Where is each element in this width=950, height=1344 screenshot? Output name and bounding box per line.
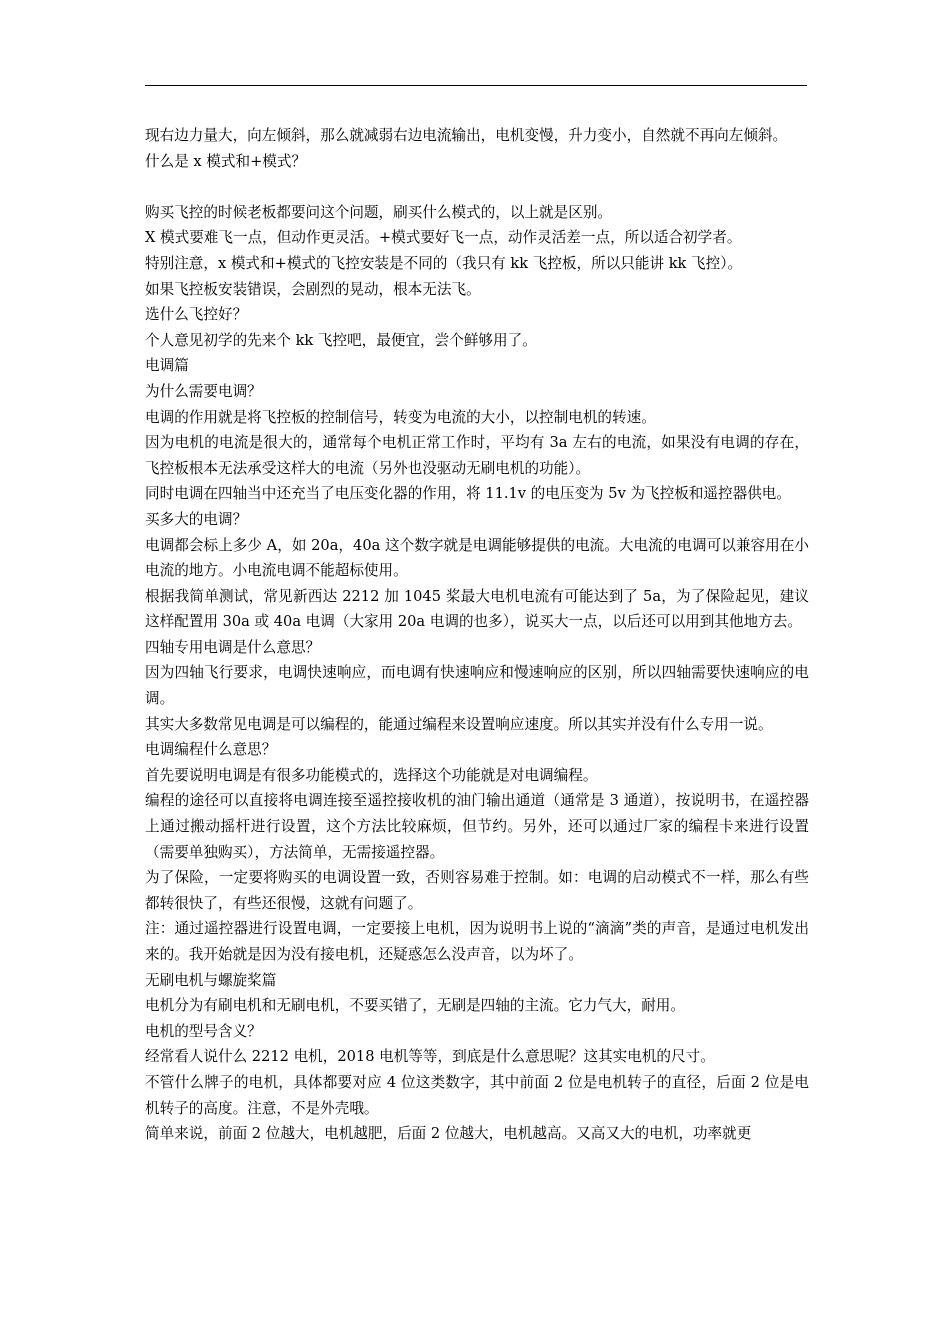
paragraph: 购买飞控的时候老板都要问这个问题，刷买什么模式的，以上就是区别。 bbox=[145, 203, 613, 221]
paragraph: 因为四轴飞行要求，电调快速响应，而电调有快速响应和慢速响应的区别，所以四轴需要快速响应的电调。 bbox=[145, 664, 809, 708]
paragraph: 因为电机的电流是很大的，通常每个电机正常工作时，平均有 3a 左右的电流，如果没有电调的存在，飞控板根本无法承受这样大的电流（另外也没驱动无刷电机的功能）。 bbox=[145, 434, 809, 477]
section-question: 电调编程什么意思？ bbox=[145, 741, 277, 759]
section-heading: 无刷电机与螺旋桨篇 bbox=[145, 971, 277, 989]
paragraph: 同时电调在四轴当中还充当了电压变化器的作用，将 11.1v 的电压变为 5v 为飞控板和遥控器供电。 bbox=[145, 485, 791, 503]
section-question: 四轴专用电调是什么意思？ bbox=[145, 638, 321, 656]
paragraph: 电调的作用就是将飞控板的控制信号，转变为电流的大小，以控制电机的转速。 bbox=[145, 408, 656, 426]
paragraph: 首先要说明电调是有很多功能模式的，选择这个功能就是对电调编程。 bbox=[145, 766, 598, 784]
header-rule bbox=[145, 85, 807, 86]
document-body bbox=[145, 123, 809, 1147]
blank-line bbox=[145, 174, 809, 200]
paragraph: 为了保险，一定要将购买的电调设置一致，否则容易难于控制。如：电调的启动模式不一样，那么有些都转很快了，有些还很慢，这就有问题了。 bbox=[145, 869, 809, 912]
paragraph: 如果飞控板安装错误，会剧烈的晃动，根本无法飞。 bbox=[145, 280, 481, 298]
paragraph: 电机分为有刷电机和无刷电机，不要买错了，无刷是四轴的主流。它力气大，耐用。 bbox=[145, 997, 685, 1015]
paragraph: 个人意见初学的先来个 kk 飞控吧，最便宜，尝个鲜够用了。 bbox=[145, 331, 537, 349]
section-heading: 电调篇 bbox=[145, 357, 189, 375]
paragraph: 经常看人说什么 2212 电机，2018 电机等等，到底是什么意思呢？这其实电机的尺寸。 bbox=[145, 1048, 715, 1066]
section-question: 买多大的电调？ bbox=[145, 510, 248, 528]
note-paragraph: 注：通过遥控器进行设置电调，一定要接上电机，因为说明书上说的“滴滴”类的声音，是通过电机发出来的。我开始就是因为没有接电机，还疑惑怎么没声音，以为坏了。 bbox=[145, 920, 809, 963]
section-question: 电机的型号含义？ bbox=[145, 1022, 262, 1040]
paragraph: 现右边力量大，向左倾斜，那么就减弱右边电流输出，电机变慢，升力变小，自然就不再向左倾斜。 bbox=[145, 127, 788, 144]
paragraph: 简单来说，前面 2 位越大，电机越肥，后面 2 位越大，电机越高。又高又大的电机，功率就更 bbox=[145, 1125, 752, 1143]
paragraph: 特别注意，x 模式和+模式的飞控安装是不同的（我只有 kk 飞控板，所以只能讲 kk 飞控）。 bbox=[145, 254, 743, 272]
paragraph: 不管什么牌子的电机，具体都要对应 4 位这类数字，其中前面 2 位是电机转子的直径，后面 2 位是电机转子的高度。注意，不是外壳哦。 bbox=[145, 1073, 809, 1117]
paragraph: 电调都会标上多少 A，如 20a，40a 这个数字就是电调能够提供的电流。大电流的电调可以兼容用在小电流的地方。小电流电调不能超标使用。 bbox=[145, 536, 809, 580]
paragraph: 编程的途径可以直接将电调连接至遥控接收机的油门输出通道（通常是 3 通道），按说明书，在遥控器上通过搬动摇杆进行设置，这个方法比较麻烦，但节约。另外，还可以通过厂家的编程卡来进行设置（需要单独购买），方法简单，无需接遥控器。 bbox=[145, 792, 809, 861]
section-question: 为什么需要电调？ bbox=[145, 382, 262, 400]
paragraph: X 模式要难飞一点，但动作更灵活。+模式要好飞一点，动作灵活差一点，所以适合初学者。 bbox=[145, 229, 742, 247]
paragraph: 什么是 x 模式和+模式？ bbox=[145, 152, 307, 170]
paragraph: 根据我简单测试，常见新西达 2212 加 1045 桨最大电机电流有可能达到了 5a，为了保险起见，建议这样配置用 30a 或 40a 电调（大家用 20a 电调的也多），说买大一点，以后还可以用到其他地方去。 bbox=[145, 587, 809, 631]
paragraph: 其实大多数常见电调是可以编程的，能通过编程来设置响应速度。所以其实并没有什么专用一说。 bbox=[145, 715, 773, 733]
section-question: 选什么飞控好？ bbox=[145, 306, 248, 324]
